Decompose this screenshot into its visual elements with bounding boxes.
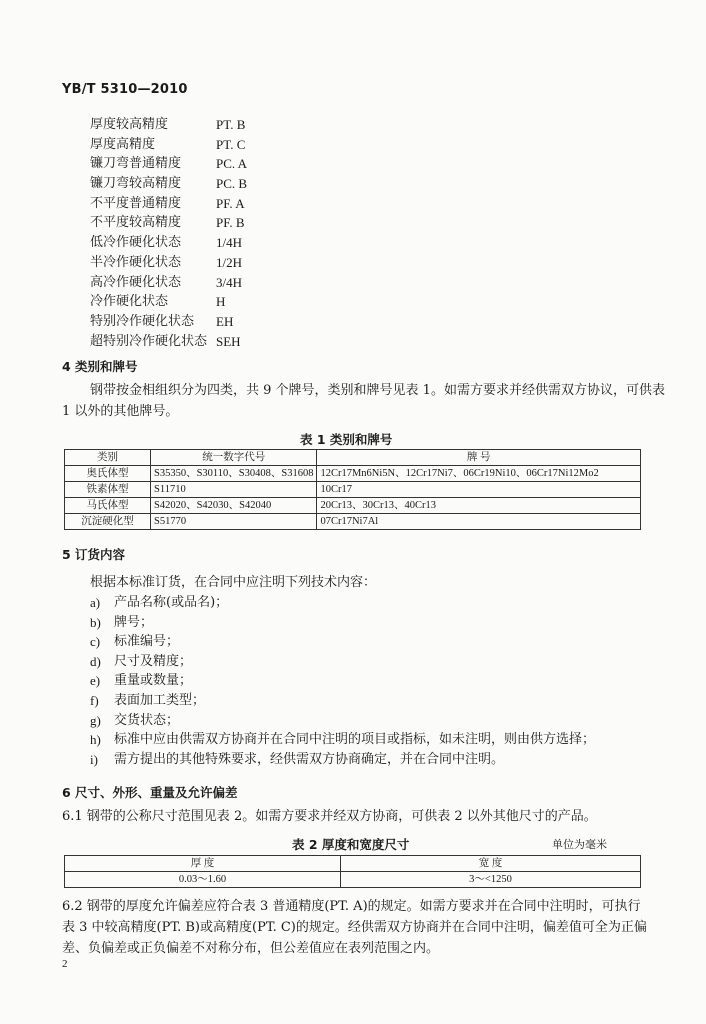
list-text: 标准编号； [114, 634, 180, 650]
code-row [90, 273, 370, 293]
section-4-para-line2: 1 以外的其他牌号。 [62, 404, 179, 419]
table-cell: 12Cr17Mn6Ni5N、12Cr17Ni7、06Cr19Ni10、06Cr17Ni12Mo2 [317, 466, 641, 482]
code-value: SEH [216, 333, 241, 349]
table-row [65, 466, 641, 482]
list-item [90, 691, 595, 711]
list-text: 重量或数量； [114, 673, 193, 689]
list-marker: d) [90, 653, 101, 669]
clause-6-1: 6.1 钢带的公称尺寸范围见表 2。如需方要求并经双方协商，可供表 2 以外其他尺寸的产品。 [62, 809, 597, 824]
code-label: 特别冷作硬化状态 [90, 313, 195, 329]
section-6-heading: 6 尺寸、外形、重量及允许偏差 [62, 785, 238, 800]
list-item [90, 750, 595, 770]
code-row [90, 292, 370, 312]
list-marker: f) [90, 692, 99, 708]
table-header-cell: 统一数字代号 [151, 450, 317, 466]
list-marker: h) [90, 732, 101, 748]
section-5-intro: 根据本标准订货，在合同中应注明下列技术内容： [90, 575, 377, 590]
code-value: PF. A [216, 195, 245, 211]
section-4-heading: 4 类别和牌号 [62, 359, 138, 374]
list-marker: c) [90, 634, 101, 650]
table-row [65, 872, 641, 888]
table-header-cell: 牌 号 [317, 450, 641, 466]
table-1 [64, 449, 641, 530]
table-cell: 0.03～1.60 [65, 872, 341, 888]
code-row [90, 213, 370, 233]
table-header-row [65, 856, 641, 872]
table-cell: 马氏体型 [65, 498, 151, 514]
list-text: 标准中应由供需双方协商并在合同中注明的项目或指标，如未注明，则由供方选择； [114, 732, 596, 748]
table-cell: 沉淀硬化型 [65, 514, 151, 530]
table-cell: 07Cr17Ni7Al [317, 514, 641, 530]
table-cell: 20Cr13、30Cr13、40Cr13 [317, 498, 641, 514]
table-header-row [65, 450, 641, 466]
list-item [90, 632, 595, 652]
list-item [90, 671, 595, 691]
table-cell: 奥氏体型 [65, 466, 151, 482]
table-2-caption: 表 2 厚度和宽度尺寸 [292, 837, 410, 852]
list-text: 尺寸及精度； [114, 653, 193, 669]
list-item [90, 730, 595, 750]
code-label: 镰刀弯较高精度 [90, 176, 182, 192]
unit-note: 单位为毫米 [552, 838, 607, 851]
code-label: 厚度较高精度 [90, 117, 169, 132]
list-marker: i) [90, 751, 98, 767]
table-header-cell: 厚 度 [65, 856, 341, 872]
clause-6-2-line3: 差、负偏差或正负偏差不对称分布，但公差值应在表列范围之内。 [62, 941, 440, 956]
code-label: 低冷作硬化状态 [90, 235, 182, 251]
code-label: 超特别冷作硬化状态 [90, 333, 208, 349]
code-value: 3/4H [216, 274, 242, 290]
code-value: PC. A [216, 156, 248, 172]
list-text: 交货状态； [114, 712, 180, 728]
code-label: 不平度普通精度 [90, 195, 182, 211]
table-header-cell: 类别 [65, 450, 151, 466]
table-cell: 3～<1250 [341, 872, 641, 888]
order-content-list [90, 593, 595, 769]
clause-6-2-line1: 6.2 钢带的厚度允许偏差应符合表 3 普通精度(PT. A)的规定。如需方要求并在合同中注明时，可执行 [62, 899, 641, 914]
list-text: 牌号； [114, 614, 154, 630]
code-label: 不平度较高精度 [90, 215, 182, 231]
list-text: 表面加工类型； [114, 692, 206, 708]
table-cell: S42020、S42030、S42040 [151, 498, 317, 514]
code-row [90, 115, 370, 135]
code-row [90, 174, 370, 194]
list-item [90, 593, 595, 613]
section-4-para-line1: 钢带按金相组织分为四类，共 9 个牌号，类别和牌号见表 1。如需方要求并经供需双方协议，可供表 [90, 383, 665, 398]
list-marker: g) [90, 712, 101, 728]
code-value: PT. C [216, 136, 246, 152]
code-value: PC. B [216, 176, 248, 192]
code-row [90, 233, 370, 253]
table-row [65, 482, 641, 498]
table-row [65, 514, 641, 530]
table-cell: S51770 [151, 514, 317, 530]
list-item [90, 613, 595, 633]
table-1-caption: 表 1 类别和牌号 [300, 432, 393, 447]
code-row [90, 135, 370, 155]
list-marker: e) [90, 673, 101, 689]
code-row [90, 312, 370, 332]
code-label: 高冷作硬化状态 [90, 274, 182, 290]
code-row [90, 253, 370, 273]
code-value: EH [216, 313, 234, 329]
list-text: 产品名称(或品名)； [114, 595, 229, 610]
code-label: 半冷作硬化状态 [90, 254, 182, 270]
code-value: 1/4H [216, 235, 242, 251]
code-label: 厚度高精度 [90, 136, 156, 152]
list-marker: a) [90, 595, 101, 610]
code-value: H [216, 294, 226, 310]
code-row [90, 194, 370, 214]
precision-code-list [90, 115, 370, 351]
table-cell: 铁素体型 [65, 482, 151, 498]
page-number: 2 [62, 958, 68, 970]
list-item [90, 652, 595, 672]
code-value: PF. B [216, 215, 245, 231]
code-value: PT. B [216, 117, 246, 132]
list-text: 需方提出的其他特殊要求，经供需双方协商确定，并在合同中注明。 [114, 751, 505, 767]
code-row [90, 154, 370, 174]
section-5-heading: 5 订货内容 [62, 547, 126, 562]
code-row [90, 332, 370, 352]
code-value: 1/2H [216, 254, 242, 270]
table-cell: S11710 [151, 482, 317, 498]
table-header-cell: 宽 度 [341, 856, 641, 872]
table-row [65, 498, 641, 514]
list-item [90, 711, 595, 731]
table-cell: S35350、S30110、S30408、S31608 [151, 466, 317, 482]
code-label: 镰刀弯普通精度 [90, 156, 182, 172]
standard-code-header: YB/T 5310—2010 [62, 82, 188, 97]
table-2 [64, 855, 641, 888]
code-label: 冷作硬化状态 [90, 294, 169, 310]
table-cell: 10Cr17 [317, 482, 641, 498]
clause-6-2-line2: 表 3 中较高精度(PT. B)或高精度(PT. C)的规定。经供需双方协商并在合同中注明，偏差值可全为正偏 [62, 920, 647, 935]
list-marker: b) [90, 614, 101, 630]
